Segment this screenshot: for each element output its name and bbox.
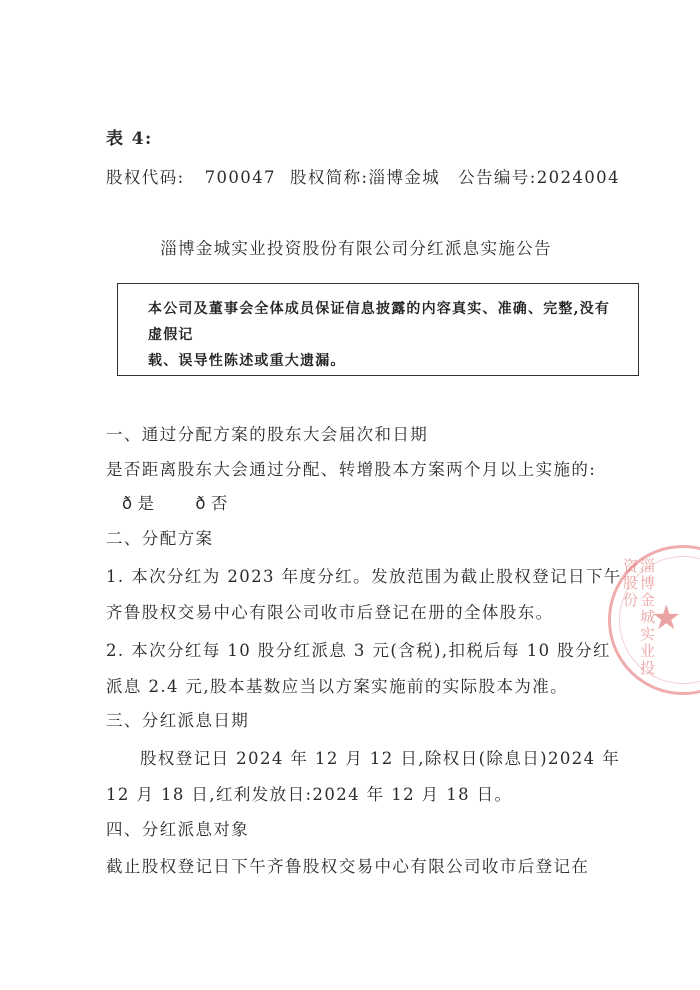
notice-number-label: 公告编号: (458, 168, 537, 187)
checkbox-icon: ð (195, 494, 207, 513)
section-3-line2: 12 月 18 日,红利发放日:2024 年 12 月 18 日。 (106, 785, 513, 804)
section-1-options (122, 493, 229, 515)
disclosure-line-2: 载、误导性陈述或重大遗漏。 (148, 353, 346, 369)
short-name-value: 淄博金城 (368, 168, 441, 187)
company-seal (608, 545, 700, 695)
section-4-line1: 截止股权登记日下午齐鲁股权交易中心有限公司收市后登记在 (106, 857, 590, 876)
section-1-question: 是否距离股东大会通过分配、转增股本方案两个月以上实施的: (106, 460, 597, 479)
section-2-p1-line1: 1. 本次分红为 2023 年度分红。发放范围为截止股权登记日下午 (106, 567, 622, 586)
section-1-heading: 一、通过分配方案的股东大会届次和日期 (106, 425, 429, 444)
checkbox-icon: ð (122, 494, 134, 513)
notice-number-value: 2024004 (536, 168, 620, 187)
section-4-heading: 四、分红派息对象 (106, 820, 250, 839)
section-3-heading: 三、分红派息日期 (106, 711, 250, 730)
section-2-p1-line2: 齐鲁股权交易中心有限公司收市后登记在册的全体股东。 (106, 603, 554, 622)
disclosure-notice-box (117, 283, 639, 376)
section-2-p2-line2: 派息 2.4 元,股本基数应当以方案实施前的实际股本为准。 (106, 677, 569, 696)
star-icon: ★ (651, 598, 682, 638)
disclosure-line-1: 本公司及董事会全体成员保证信息披露的内容真实、准确、完整,没有虚假记 (148, 301, 611, 343)
table-label: 表 4: (106, 129, 153, 149)
document-title: 淄博金城实业投资股份有限公司分红派息实施公告 (160, 239, 552, 258)
section-2-p2-line1: 2. 本次分红每 10 股分红派息 3 元(含税),扣税后每 10 股分红 (106, 641, 611, 660)
equity-meta-line (106, 167, 620, 189)
option-yes-label: 是 (137, 494, 156, 513)
code-value: 700047 (204, 168, 276, 187)
seal-text: 淄博金城实业投资股份 (621, 558, 656, 677)
section-2-heading: 二、分配方案 (106, 529, 214, 548)
short-name-label: 股权简称: (289, 168, 369, 187)
section-3-line1: 股权登记日 2024 年 12 月 12 日,除权日(除息日)2024 年 (140, 749, 621, 768)
disclosure-notice-text (148, 296, 624, 374)
code-label: 股权代码: (106, 168, 185, 187)
option-no (195, 493, 228, 515)
option-no-label: 否 (210, 494, 229, 513)
option-yes (122, 493, 155, 515)
